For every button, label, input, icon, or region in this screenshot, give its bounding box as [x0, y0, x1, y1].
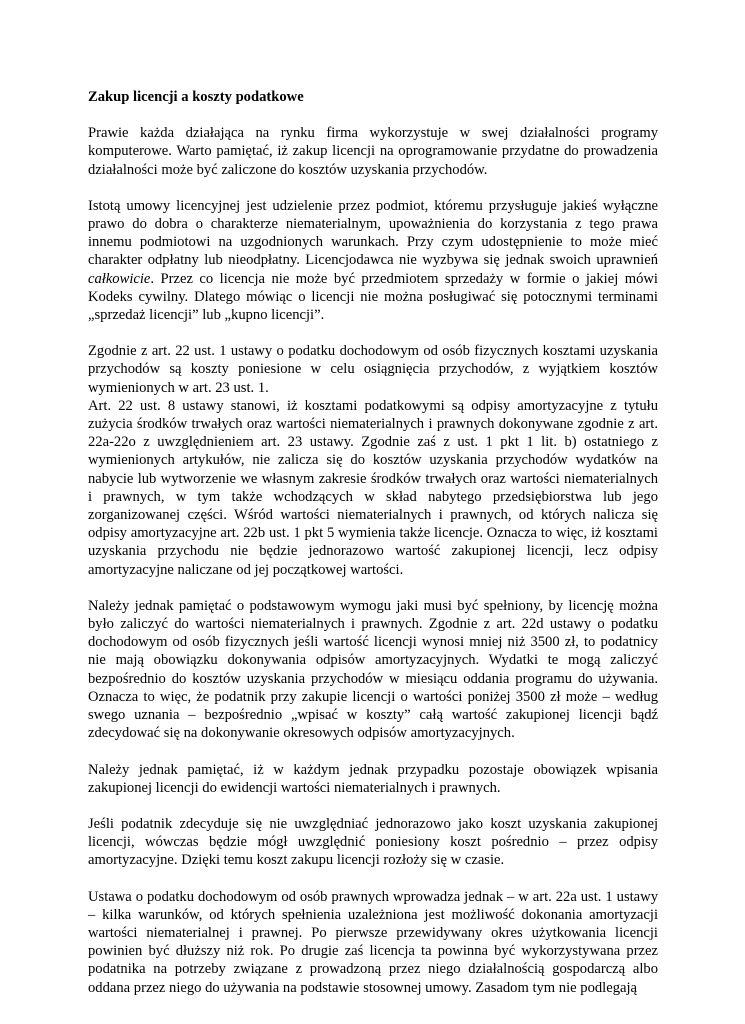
paragraph-legal-persons-conditions: Ustawa o podatku dochodowym od osób prawnych wprowadza jednak – w art. 22a ust. 1 ustawy – kilka warunków, od których spełnienia uzależniona jest możliwość dokonania amortyzacji wartości niematerialnej i prawnej. Po pierwsze przewidywany okres użytkowania licencji powinien być dłuższy niż rok. Po drugie zaś licencja ta powinna być wykorzystywana przez podatnika na potrzeby związane z prowadzoną przez niego działalnością gospodarczą albo oddana przez niego do używania na podstawie stosownej umowy. Zasadom tym nie podlegają	[88, 888, 658, 996]
paragraph-registry-obligation: Należy jednak pamiętać, iż w każdym jednak przypadku pozostaje obowiązek wpisania zakupionej licencji do ewidencji wartości niematerialnych i prawnych.	[88, 761, 658, 796]
paragraph-3500-threshold: Należy jednak pamiętać o podstawowym wymogu jaki musi być spełniony, by licencję można było zaliczyć do wartości niematerialnych i prawnych. Zgodnie z art. 22d ustawy o podatku dochodowym od osób fizycznych jeśli wartość licencji wynosi mniej niż 3500 zł, to podatnicy nie mają obowiązku dokonywania odpisów amortyzacyjnych. Wydatki te mogą zaliczyć bezpośrednio do kosztów uzyskania przychodów w miesiącu oddania programu do używania. Oznacza to więc, że podatnik przy zakupie licencji o wartości poniżej 3500 zł może – według swego uznania – bezpośrednio „wpisać w koszty” całą wartość zakupionej licencji bądź zdecydować się na dokonywanie okresowych odpisów amortyzacyjnych.	[88, 597, 658, 742]
document-title: Zakup licencji a koszty podatkowe	[88, 89, 304, 105]
paragraph-article-22-ust-8: Art. 22 ust. 8 ustawy stanowi, iż kosztami podatkowymi są odpisy amortyzacyjne z tytułu zużycia środków trwałych oraz wartości niematerialnych i prawnych dokonywane zgodnie z art. 22a-22o z uwzględnieniem art. 23 ustawy. Zgodnie zaś z ust. 1 pkt 1 lit. b) ostatniego z wymienionych artykułów, nie zalicza się do kosztów uzyskania przychodów wydatków na nabycie lub wytworzenie we własnym zakresie środków trwałych oraz wartości niematerialnych i prawnych, w tym także wchodzących w skład nabytego przedsiębiorstwa lub jego zorganizowanej części. Wśród wartości niematerialnych i prawnych, od których nalicza się odpisy amortyzacyjne art. 22b ust. 1 pkt 5 wymienia także licencje. Oznacza to więc, iż kosztami uzyskania przychodu nie będzie jednorazowo wartość zakupionej licencji, lecz odpisy amortyzacyjne naliczane od jej początkowej wartości.	[88, 397, 658, 578]
paragraph-article-22-ust-1: Zgodnie z art. 22 ust. 1 ustawy o podatku dochodowym od osób fizycznych kosztami uzyskania przychodów są koszty poniesione w celu osiągnięcia przychodów, z wyjątkiem kosztów wymienionych w art. 23 ust. 1.	[88, 343, 658, 396]
paragraph-intro: Prawie każda działająca na rynku firma wykorzystuje w swej działalności programy komputerowe. Warto pamiętać, iż zakup licencji na oprogramowanie przydatne do prowadzenia działalności może być zaliczone do kosztów uzyskania przychodów.	[88, 125, 658, 178]
paragraph-amortization-option: Jeśli podatnik zdecyduje się nie uwzględniać jednorazowo jako koszt uzyskania zakupionej licencji, wówczas będzie mógł uwzględnić poniesiony koszt pośrednio – przez odpisy amortyzacyjne. Dzięki temu koszt zakupu licencji rozłoży się w czasie.	[88, 815, 658, 869]
paragraph-license-definition	[88, 197, 658, 324]
document-page	[88, 88, 658, 1015]
paragraph-text-part: . Przez co licencja nie może być przedmiotem sprzedaży w formie o jakiej mówi Kodeks cywilny. Dlatego mówiąc o licencji nie można posługiwać się potocznymi terminami „sprzedaż licencji” lub „kupno licencji”.	[88, 270, 658, 324]
paragraph-text-part: Istotą umowy licencyjnej jest udzielenie przez podmiot, któremu przysługuje jakieś wyłączne prawo do dobra o charakterze niematerialnym, upoważnienia do korzystania z tego prawa innemu podmiotowi na uzgodnionych warunkach. Przy czym udostępnienie to może mieć charakter odpłatny lub nieodpłatny. Licencjodawca nie wyzbywa się jednak swoich uprawnień	[88, 197, 658, 269]
emphasis-text: całkowicie	[88, 270, 151, 287]
